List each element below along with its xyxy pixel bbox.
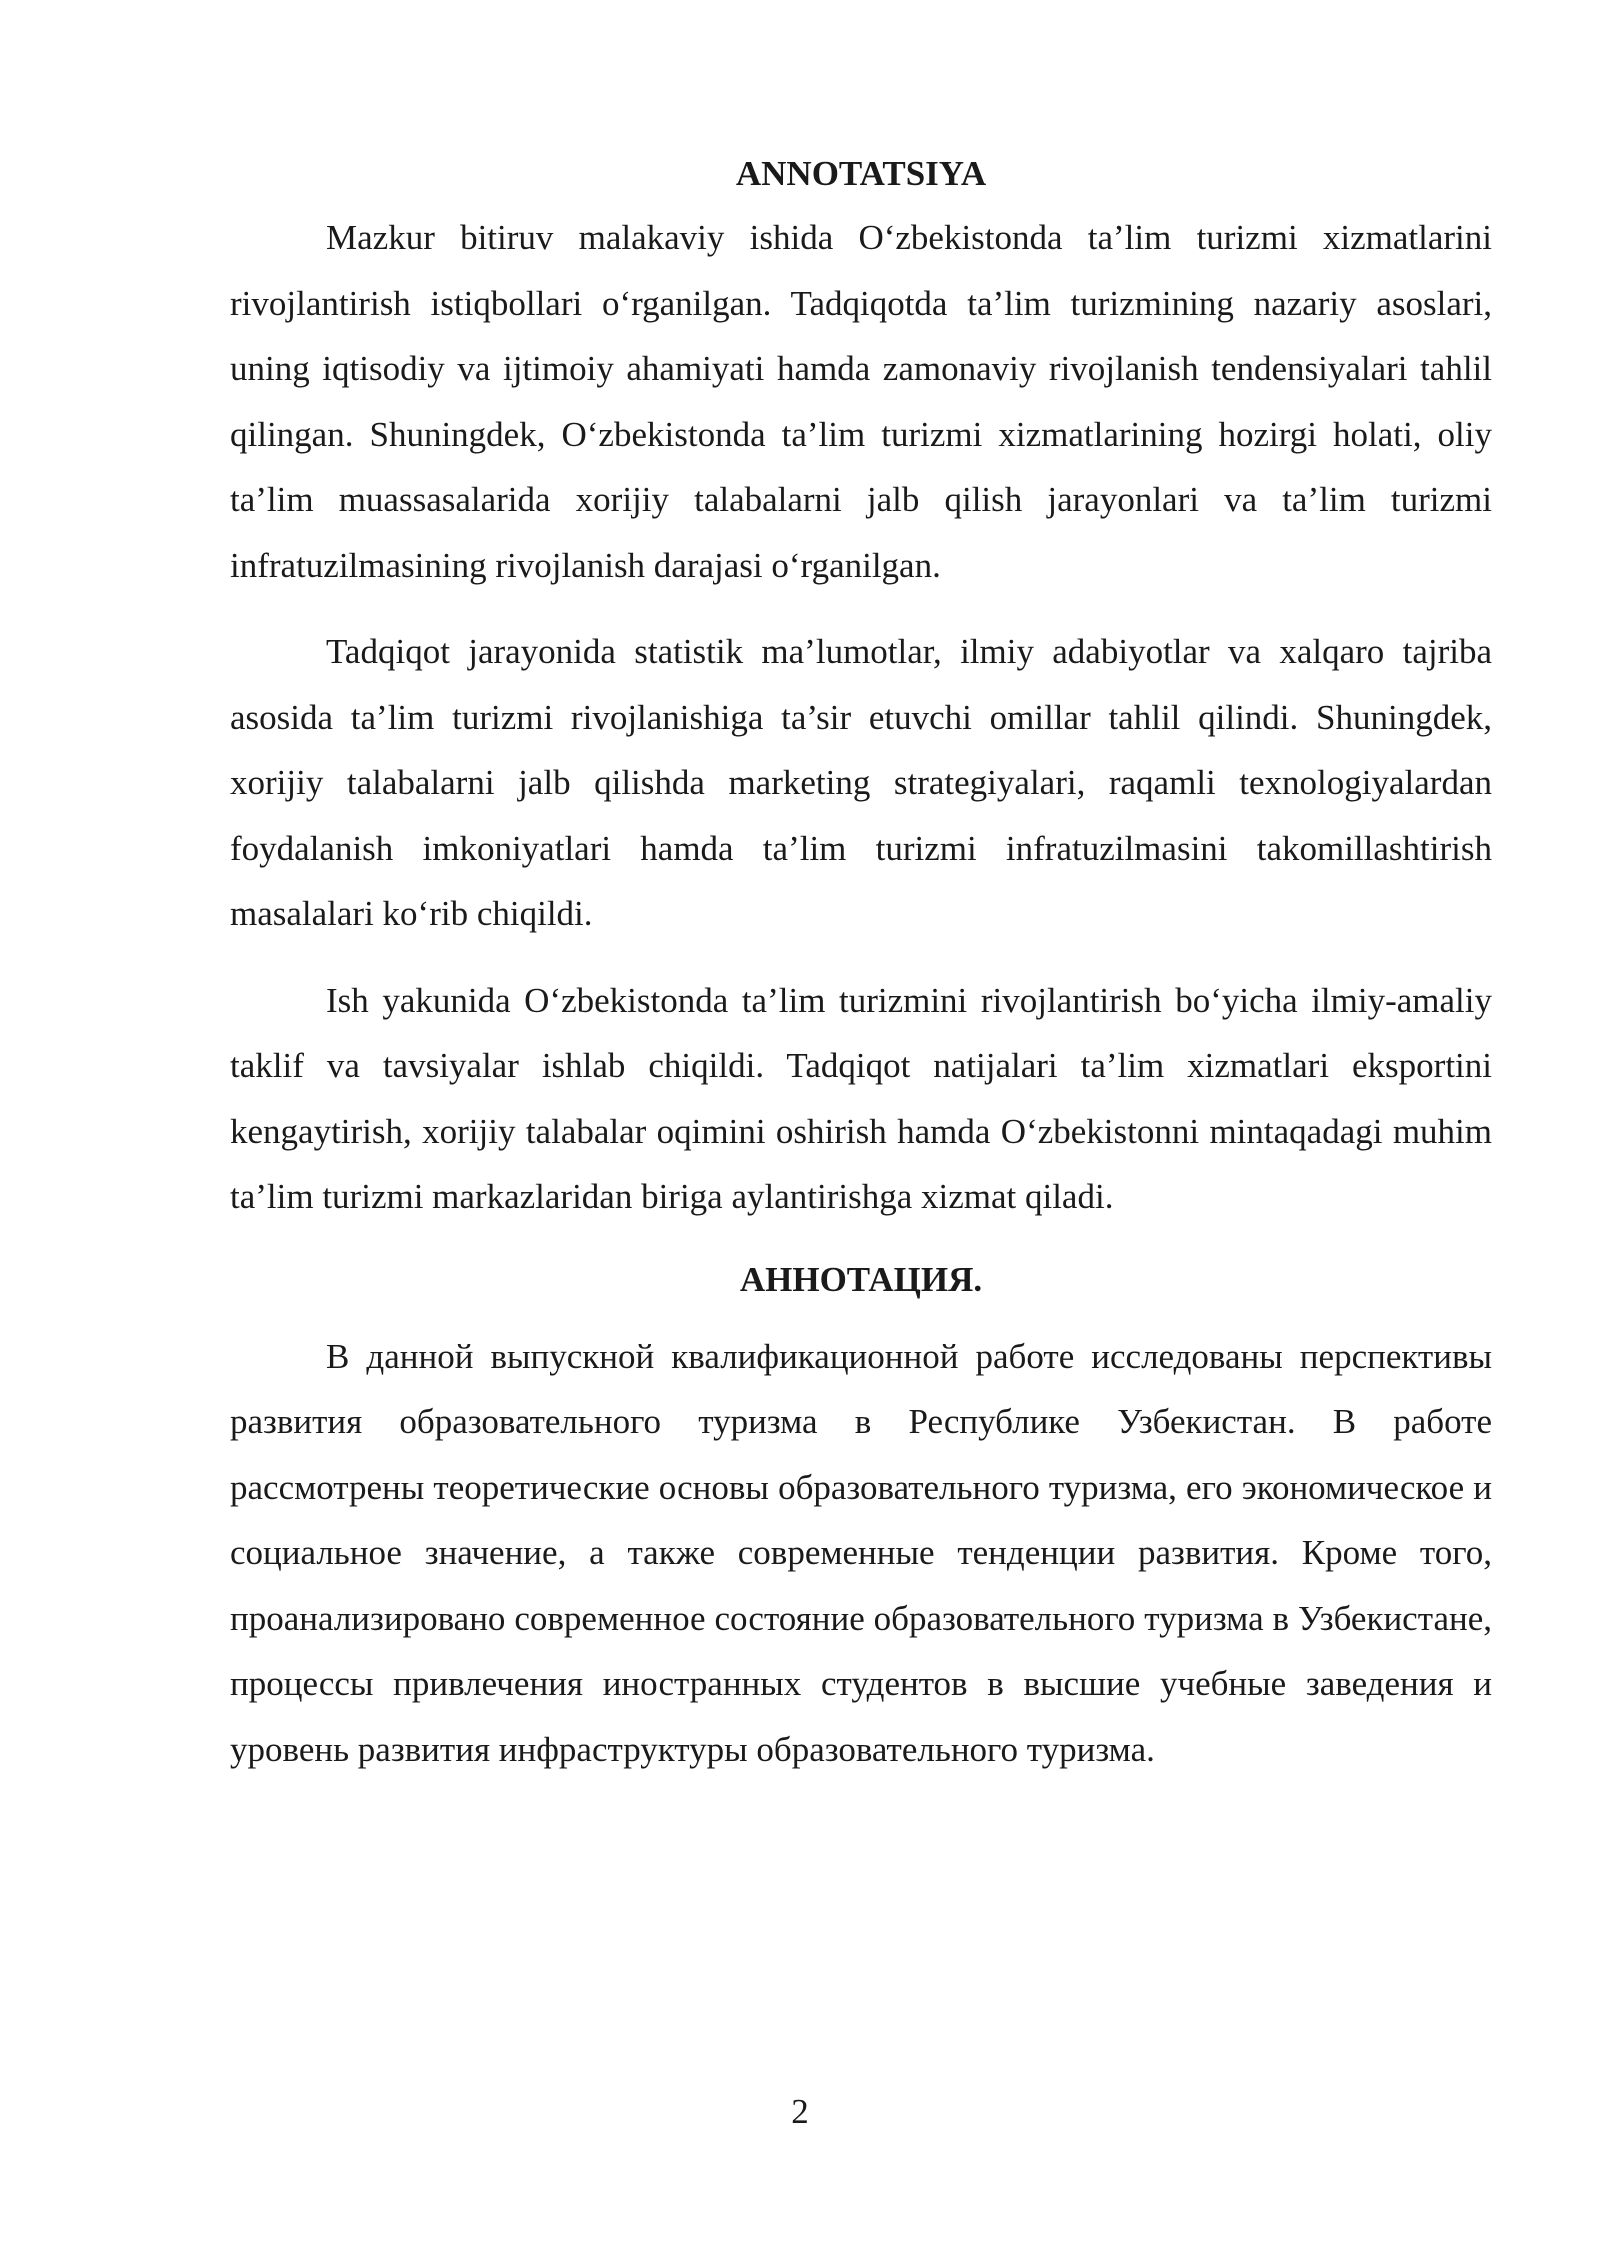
heading-annotatsiya: ANNOTATSIYA [735,154,987,193]
paragraph-uz-2: Tadqiqot jarayonida statistik ma’lumotlar, ilmiy adabiyotlar va xalqaro tajriba asosida ta’lim turizmi rivojlanishiga ta’sir etuvchi omillar tahlil qilindi. Shuningdek, xorijiy talabalarni jalb qilishda marketing strategiyalari, raqamli texnologiyalardan foydalanish imkoniyatlari hamda ta’lim turizmi infratuzilmasini takomillashtirish masalalari ko‘rib chiqildi. [230,632,1492,933]
page-number: 2 [791,2092,809,2131]
paragraph-ru-1: В данной выпускной квалификационной работе исследованы перспективы развития образовательного туризма в Республике Узбекистан. В работе рассмотрены теоретические основы образовательного туризма, его экономическое и социальное значение, а также современные тенденции развития. Кроме того, проанализировано современное состояние образовательного туризма в Узбекистане, процессы привлечения иностранных студентов в высшие учебные заведения и уровень развития инфраструктуры образовательного туризма. [230,1336,1492,1769]
paragraph-uz-3: Ish yakunida O‘zbekistonda ta’lim turizmini rivojlantirish bo‘yicha ilmiy-amaliy taklif va tavsiyalar ishlab chiqildi. Tadqiqot natijalari ta’lim xizmatlari eksportini kengaytirish, xorijiy talabalar oqimini oshirish hamda O‘zbekistonni mintaqadagi muhim ta’lim turizmi markazlaridan biriga aylantirishga xizmat qiladi. [230,980,1492,1216]
heading-annotatsiya-ru: АННОТАЦИЯ. [739,1259,983,1299]
document-page [230,150,1492,1782]
paragraph-uz-1: Mazkur bitiruv malakaviy ishida O‘zbekistonda ta’lim turizmi xizmatlarini rivojlantirish istiqbollari o‘rganilgan. Tadqiqotda ta’lim turizmining nazariy asoslari, uning iqtisodiy va ijtimoiy ahamiyati hamda zamonaviy rivojlanish tendensiyalari tahlil qilingan. Shuningdek, O‘zbekistonda ta’lim turizmi xizmatlarining hozirgi holati, oliy ta’lim muassasalarida xorijiy talabalarni jalb qilish jarayonlari va ta’lim turizmi infratuzilmasining rivojlanish darajasi o‘rganilgan. [230,218,1492,585]
